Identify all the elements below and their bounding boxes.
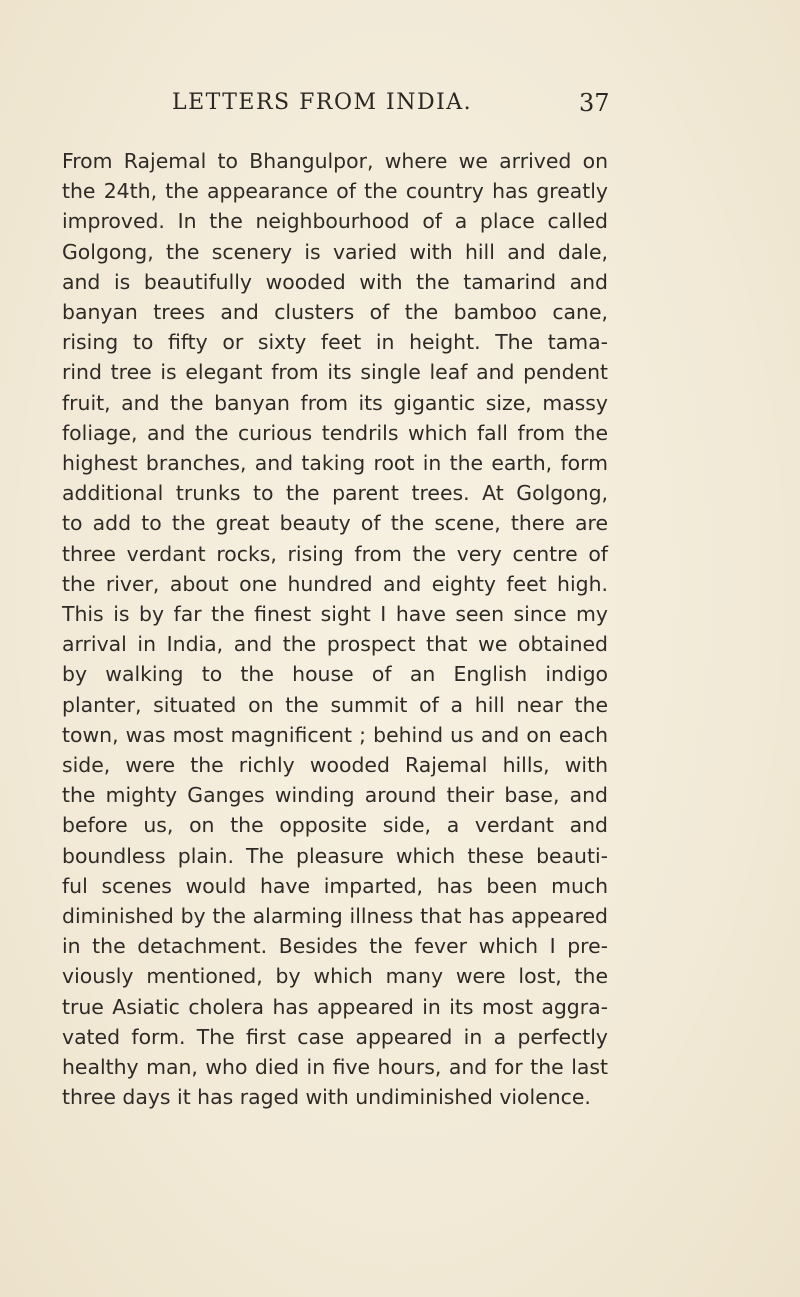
text-line: rising to fifty or sixty feet in height. The tama-	[62, 330, 608, 355]
text-line: Golgong, the scenery is varied with hill and dale,	[62, 239, 608, 264]
text-line: the mighty Ganges winding around their base, and	[62, 783, 608, 808]
text-line: banyan trees and clusters of the bamboo cane,	[62, 300, 608, 325]
text-line: by walking to the house of an English indigo	[62, 662, 608, 687]
text-line: three verdant rocks, rising from the very centre of	[62, 541, 608, 566]
text-line: This is by far the finest sight I have seen since my	[62, 602, 608, 627]
text-line: vated form. The first case appeared in a perfectly	[62, 1024, 608, 1049]
text-line: ful scenes would have imparted, has been much	[62, 873, 608, 898]
page-number: 37	[579, 89, 610, 117]
text-line: town, was most magnificent ; behind us and on each	[62, 722, 608, 747]
text-line: to add to the great beauty of the scene, there are	[62, 511, 608, 536]
text-line: side, were the richly wooded Rajemal hills, with	[62, 753, 608, 778]
text-line: healthy man, who died in five hours, and for the last	[62, 1055, 608, 1080]
text-line: three days it has raged with undiminished violence.	[62, 1085, 591, 1110]
body-paragraph	[62, 146, 608, 1113]
text-line: improved. In the neighbourhood of a place called	[62, 209, 608, 234]
text-line: fruit, and the banyan from its gigantic size, massy	[62, 390, 608, 415]
text-line: the 24th, the appearance of the country has greatly	[62, 179, 608, 204]
text-line: in the detachment. Besides the fever which I pre-	[62, 934, 608, 959]
text-line: arrival in India, and the prospect that we obtained	[62, 632, 608, 657]
text-line: diminished by the alarming illness that has appeared	[62, 904, 608, 929]
text-line: highest branches, and taking root in the earth, form	[62, 451, 608, 476]
text-line: and is beautifully wooded with the tamarind and	[62, 269, 608, 294]
text-line: boundless plain. The pleasure which these beauti-	[62, 843, 608, 868]
text-line: viously mentioned, by which many were lost, the	[62, 964, 608, 989]
text-line: additional trunks to the parent trees. At Golgong,	[62, 481, 608, 506]
page-header	[82, 89, 610, 130]
text-line: the river, about one hundred and eighty feet high.	[62, 571, 608, 596]
text-line: before us, on the opposite side, a verdant and	[62, 813, 608, 838]
text-line: true Asiatic cholera has appeared in its most aggra-	[62, 994, 608, 1019]
text-line: From Rajemal to Bhangulpor, where we arrived on	[62, 149, 608, 173]
text-line: rind tree is elegant from its single leaf and pendent	[62, 360, 608, 385]
text-line: planter, situated on the summit of a hill near the	[62, 692, 608, 717]
running-head: LETTERS FROM INDIA.	[172, 90, 473, 115]
text-line: foliage, and the curious tendrils which fall from the	[62, 420, 608, 445]
